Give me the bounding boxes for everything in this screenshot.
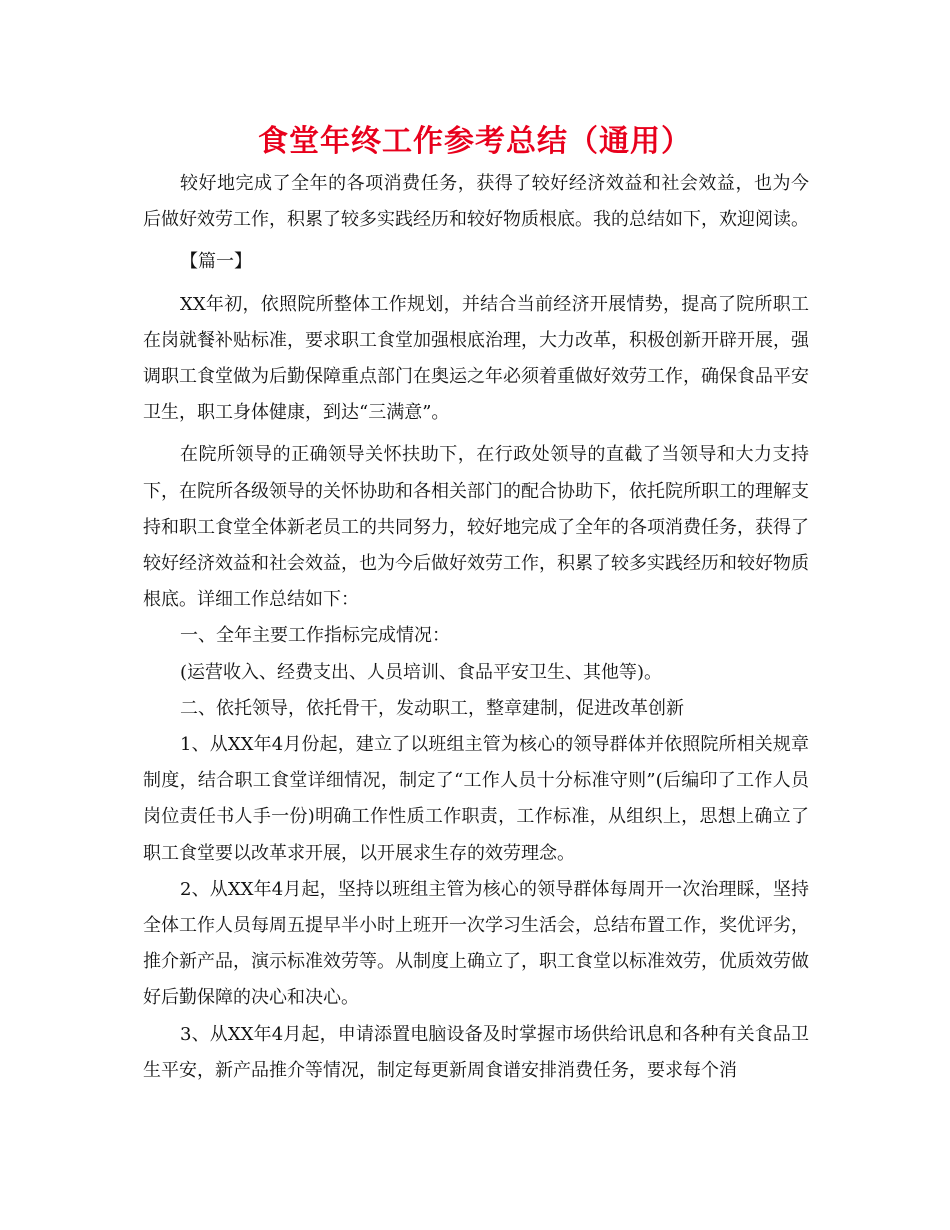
document-title: 食堂年终工作参考总结（通用） — [258, 124, 692, 159]
paragraph: XX年初，依照院所整体工作规划，并结合当前经济开展情势，提高了院所职工在岗就餐补贴标准，要求职工食堂加强根底治理，大力改革，积极创新开辟开展，强调职工食堂做为后勤保障重点部门在奥运之年必须着重做好效劳工作，确保食品平安卫生，职工身体健康，到达“三满意”。 — [143, 293, 809, 424]
paragraph: 1、从XX年4月份起，建立了以班组主管为核心的领导群体并依照院所相关规章制度，结合职工食堂详细情况，制定了“工作人员十分标准守则”(后编印了工作人员岗位责任书人手一份)明确工作性质工作职责，工作标准，从组织上，思想上确立了职工食堂要以改革求开展，以开展求生存的效劳理念。 — [143, 734, 809, 864]
section-heading: 【篇一】 — [180, 251, 252, 273]
paragraph: 在院所领导的正确领导关怀扶助下，在行政处领导的直截了当领导和大力支持下，在院所各级领导的关怀协助和各相关部门的配合协助下，依托院所职工的理解支持和职工食堂全体新老员工的共同努力，较好地完成了全年的各项消费任务，获得了较好经济效益和社会效益，也为今后做好效劳工作，积累了较多实践经历和较好物质根底。详细工作总结如下： — [143, 444, 809, 611]
paragraph: 2、从XX年4月起，坚持以班组主管为核心的领导群体每周开一次治理睬，坚持全体工作人员每周五提早半小时上班开一次学习生活会，总结布置工作，奖优评劣，推介新产品，演示标准效劳等。从制度上确立了，职工食堂以标准效劳，优质效劳做好后勤保障的决心和决心。 — [143, 878, 809, 1009]
paragraph: (运营收入、经费支出、人员培训、食品平安卫生、其他等)。 — [180, 661, 663, 683]
document-body — [143, 166, 809, 1089]
paragraph: 较好地完成了全年的各项消费任务，获得了较好经济效益和社会效益，也为今后做好效劳工作，积累了较多实践经历和较好物质根底。我的总结如下，欢迎阅读。 — [143, 173, 809, 231]
paragraph: 一、全年主要工作指标完成情况： — [180, 625, 450, 647]
paragraph: 二、依托领导，依托骨干，发动职工，整章建制，促进改革创新 — [180, 697, 684, 719]
paragraph: 3、从XX年4月起，申请添置电脑设备及时掌握市场供给讯息和各种有关食品卫生平安，新产品推介等情况，制定每更新周食谱安排消费任务，要求每个消 — [143, 1023, 809, 1081]
